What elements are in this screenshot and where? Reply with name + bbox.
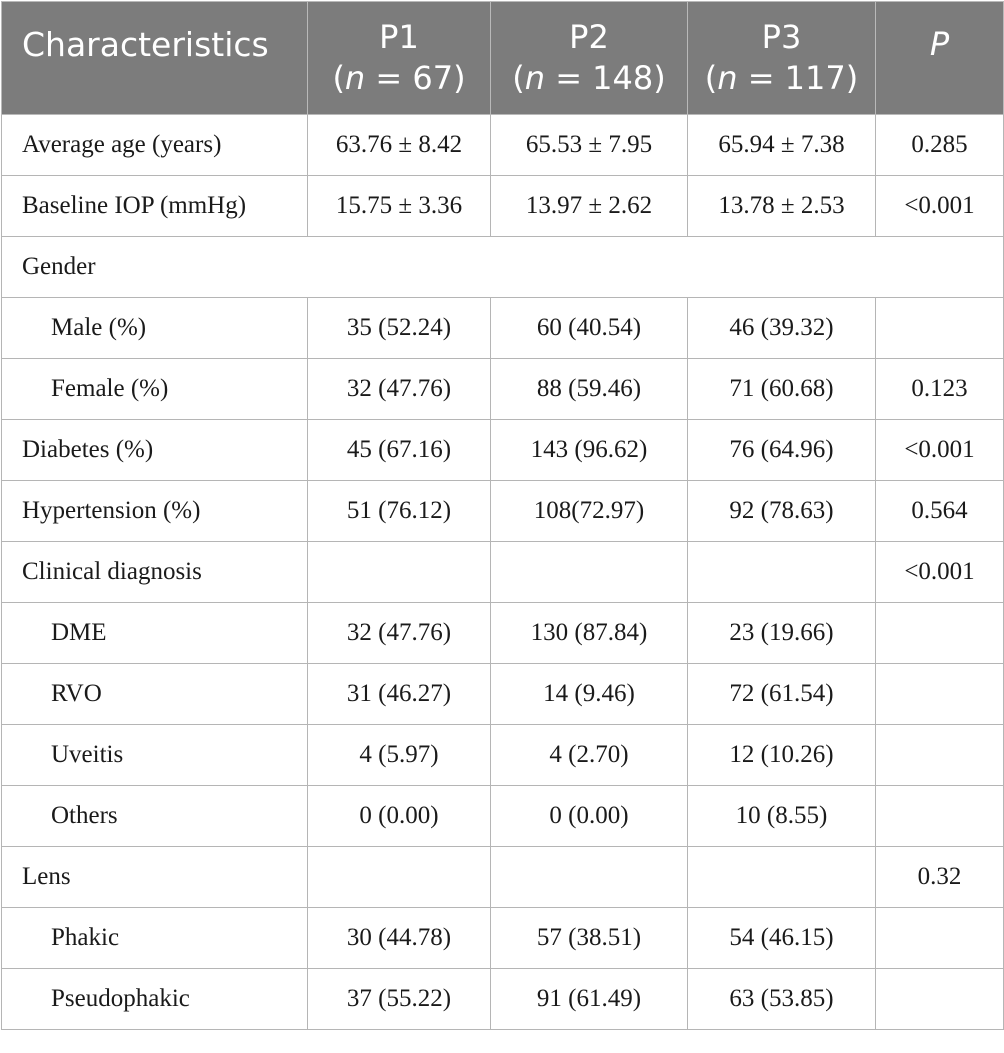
cell-p1: 31 (46.27) [308,664,491,725]
header-n-suffix: = 148) [545,59,666,97]
cell-p1: 45 (67.16) [308,420,491,481]
cell-p1: 30 (44.78) [308,908,491,969]
table-row-gender [2,237,1004,298]
cell-p3: 71 (60.68) [688,359,876,420]
row-label: Clinical diagnosis [2,542,308,603]
cell-p2: 143 (96.62) [491,420,688,481]
cell-p2: 60 (40.54) [491,298,688,359]
header-n-prefix: ( [704,59,718,97]
row-label: Pseudophakic [2,969,308,1030]
cell-p3: 12 (10.26) [688,725,876,786]
cell-p-value [876,786,1004,847]
cell-p-value [876,603,1004,664]
cell-p1: 35 (52.24) [308,298,491,359]
cell-p2: 13.97 ± 2.62 [491,176,688,237]
table-row-diabetes [2,420,1004,481]
cell-p2 [491,542,688,603]
cell-p3: 10 (8.55) [688,786,876,847]
cell-p2: 0 (0.00) [491,786,688,847]
cell-p-value [876,908,1004,969]
header-group-p3 [688,2,876,115]
cell-p-value: 0.32 [876,847,1004,908]
cell-p3: 13.78 ± 2.53 [688,176,876,237]
cell-p1: 15.75 ± 3.36 [308,176,491,237]
header-n-var: n [717,59,738,97]
row-label: Diabetes (%) [2,420,308,481]
cell-p-value: <0.001 [876,542,1004,603]
header-n-suffix: = 117) [737,59,859,97]
row-label: Male (%) [2,298,308,359]
cell-p3: 72 (61.54) [688,664,876,725]
header-row [2,2,1004,115]
cell-p3: 76 (64.96) [688,420,876,481]
table-row-rvo [2,664,1004,725]
header-group-name: P1 [379,18,419,56]
cell-p2: 91 (61.49) [491,969,688,1030]
row-label: Lens [2,847,308,908]
cell-p3: 46 (39.32) [688,298,876,359]
header-group-p2 [491,2,688,115]
cell-p3: 54 (46.15) [688,908,876,969]
cell-p1: 51 (76.12) [308,481,491,542]
table-body [2,115,1004,1030]
row-label: Others [2,786,308,847]
header-group-name: P2 [569,18,609,56]
cell-p2: 14 (9.46) [491,664,688,725]
table-header [2,2,1004,115]
cell-p-value [876,664,1004,725]
cell-p-value: 0.564 [876,481,1004,542]
table-row-female [2,359,1004,420]
cell-p2: 65.53 ± 7.95 [491,115,688,176]
header-group-name: P3 [761,18,802,56]
table-row-uveitis [2,725,1004,786]
table-row-male [2,298,1004,359]
row-label: Female (%) [2,359,308,420]
row-label: Baseline IOP (mmHg) [2,176,308,237]
cell-p-value: 0.285 [876,115,1004,176]
cell-p1: 63.76 ± 8.42 [308,115,491,176]
cell-p2: 108(72.97) [491,481,688,542]
cell-p1 [308,542,491,603]
cell-p3 [688,847,876,908]
cell-p-value [876,298,1004,359]
header-p-value: P [876,2,1004,115]
row-label: Phakic [2,908,308,969]
header-n-prefix: ( [512,59,525,97]
cell-p2: 130 (87.84) [491,603,688,664]
cell-p-value: <0.001 [876,420,1004,481]
cell-p1: 37 (55.22) [308,969,491,1030]
cell-p1: 0 (0.00) [308,786,491,847]
cell-p2: 88 (59.46) [491,359,688,420]
table-row-dme [2,603,1004,664]
cell-p3: 23 (19.66) [688,603,876,664]
cell-p3: 92 (78.63) [688,481,876,542]
cell-p1 [308,847,491,908]
row-label: RVO [2,664,308,725]
characteristics-table [1,1,1004,1030]
cell-p1: 32 (47.76) [308,359,491,420]
table-row-others [2,786,1004,847]
table-row-iop [2,176,1004,237]
row-label: Average age (years) [2,115,308,176]
cell-p2: 57 (38.51) [491,908,688,969]
header-n-suffix: = 67) [365,59,466,97]
table-row-lens [2,847,1004,908]
table-row-pseudophakic [2,969,1004,1030]
table-row-age [2,115,1004,176]
cell-p-value [876,725,1004,786]
header-n-var: n [524,59,546,97]
cell-p-value: 0.123 [876,359,1004,420]
row-label: DME [2,603,308,664]
cell-p-value: <0.001 [876,176,1004,237]
table-row-clinical-diagnosis [2,542,1004,603]
cell-p1: 32 (47.76) [308,603,491,664]
header-n-var: n [344,59,366,97]
cell-p3: 65.94 ± 7.38 [688,115,876,176]
row-label: Gender [2,237,1004,298]
cell-p3: 63 (53.85) [688,969,876,1030]
cell-p1: 4 (5.97) [308,725,491,786]
header-n-prefix: ( [332,59,345,97]
row-label: Hypertension (%) [2,481,308,542]
cell-p-value [876,969,1004,1030]
header-characteristics: Characteristics [2,2,308,115]
cell-p3 [688,542,876,603]
cell-p2: 4 (2.70) [491,725,688,786]
table-row-hypertension [2,481,1004,542]
table-row-phakic [2,908,1004,969]
cell-p2 [491,847,688,908]
row-label: Uveitis [2,725,308,786]
header-group-p1 [308,2,491,115]
